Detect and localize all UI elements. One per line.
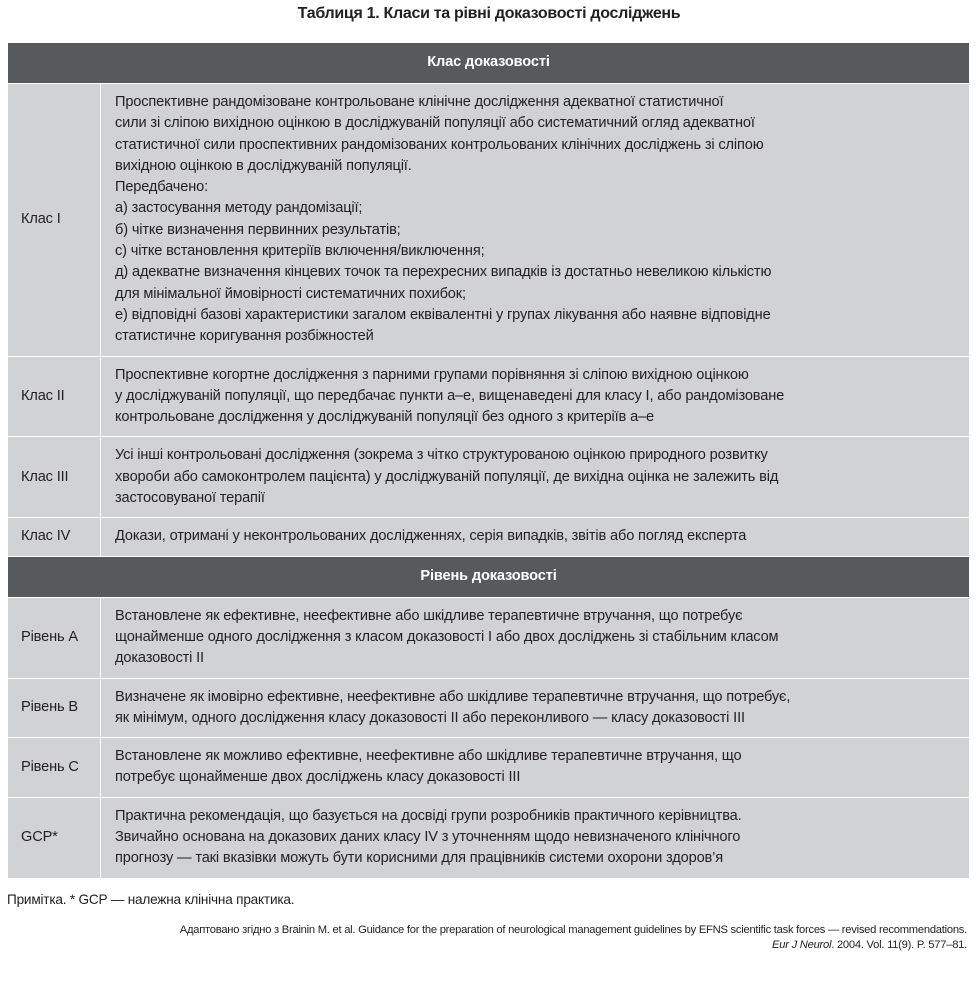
table-title: Таблиця 1. Класи та рівні доказовості досліджень: [297, 5, 681, 22]
description-line: статистичної сили проспективних рандомізованих контрольованих клінічних досліджень зі сліпою: [115, 136, 764, 153]
table-row: [8, 356, 970, 437]
description-line: Встановлене як можливо ефективне, неефективне або шкідливе терапевтичне втручання, що: [115, 748, 742, 765]
description-line: для мінімальної ймовірності систематичних похибок;: [115, 285, 466, 302]
row-description: [101, 678, 970, 738]
row-label: Рівень A: [8, 597, 101, 678]
description-line: а) застосування методу рандомізації;: [115, 200, 363, 217]
description-line: контрольоване дослідження у досліджуваній популяції без одного з критеріїв а–е: [115, 409, 654, 426]
description-line: вихідною оцінкою в досліджуваній популяції.: [115, 157, 412, 174]
section-header: Рівень доказовості: [8, 556, 970, 597]
section-header: Клас доказовості: [8, 43, 970, 84]
description-line: е) відповідні базові характеристики загалом еквівалентні у групах лікування або наявне відповідне: [115, 306, 771, 323]
source-citation: [7, 923, 967, 954]
description-line: д) адекватне визначення кінцевих точок та перехресних випадків із достатньо невеликою кількістю: [115, 264, 772, 281]
section-header-row: [8, 43, 970, 84]
description-line: хвороби або самоконтролем пацієнта) у досліджуваній популяції, де вихідна оцінка не залежить від: [115, 468, 779, 485]
row-description: [101, 518, 970, 556]
evidence-table: [7, 42, 970, 879]
description-line: статистичне коригування розбіжностей: [115, 328, 374, 345]
row-label: Клас I: [8, 84, 101, 357]
table-row: [8, 738, 970, 798]
row-description: [101, 356, 970, 437]
row-label: Рівень C: [8, 738, 101, 798]
description-line: Звичайно основана на доказових даних класу IV з уточненням щодо невизначеного клінічного: [115, 829, 741, 846]
table-row: [8, 437, 970, 518]
row-label: Рівень B: [8, 678, 101, 738]
row-description: [101, 738, 970, 798]
description-line: Проспективне когортне дослідження з парними групами порівняння зі сліпою вихідною оцінкою: [115, 366, 749, 383]
table-row: [8, 678, 970, 738]
row-label: GCP*: [8, 797, 101, 878]
footnote: Примітка. * GCP — належна клінічна практика.: [7, 891, 295, 907]
description-line: б) чітке визначення первинних результатів;: [115, 221, 401, 238]
source-journal: Eur J Neurol: [772, 939, 832, 952]
row-description: [101, 84, 970, 357]
description-line: прогнозу — такі вказівки можуть бути корисними для працівників системи охорони здоров’я: [115, 850, 723, 867]
row-description: [101, 597, 970, 678]
row-label: Клас II: [8, 356, 101, 437]
description-line: Встановлене як ефективне, неефективне або шкідливе терапевтичне втручання, що потребує: [115, 607, 743, 624]
description-line: застосовуваної терапії: [115, 490, 265, 507]
table-wrapper: [7, 42, 969, 954]
table-row: [8, 797, 970, 878]
description-line: Усі інші контрольовані дослідження (зокрема з чітко структурованою оцінкою природного розвитку: [115, 447, 768, 464]
description-line: як мінімум, одного дослідження класу доказовості II або переконливого — класу доказовості III: [115, 709, 745, 726]
description-line: Передбачено:: [115, 179, 209, 196]
description-line: Визначене як імовірно ефективне, неефективне або шкідливе терапевтичне втручання, що потребує,: [115, 688, 791, 705]
description-line: Проспективне рандомізоване контрольоване клінічне дослідження адекватної статистичної: [115, 94, 724, 110]
row-label: Клас III: [8, 437, 101, 518]
description-line: доказовості II: [115, 650, 204, 667]
table-row: [8, 597, 970, 678]
description-line: щонайменше одного дослідження з класом доказовості I або двох досліджень зі стабільним класом: [115, 628, 779, 645]
section-header-row: [8, 556, 970, 597]
table-row: [8, 84, 970, 357]
description-line: Докази, отримані у неконтрольованих дослідженнях, серія випадків, звітів або погляд експерта: [115, 528, 747, 545]
table-row: [8, 518, 970, 556]
description-line: с) чітке встановлення критеріїв включення/виключення;: [115, 243, 485, 260]
description-line: у досліджуваній популяції, що передбачає пункти а–е, вищенаведені для класу I, або рандомізоване: [115, 387, 785, 404]
source-details: . 2004. Vol. 11(9). P. 577–81.: [831, 939, 967, 952]
description-line: Практична рекомендація, що базується на досвіді групи розробників практичного керівництва.: [115, 807, 742, 824]
description-line: потребує щонайменше двох досліджень класу доказовості III: [115, 769, 521, 786]
description-line: сили зі сліпою вихідною оцінкою в досліджуваній популяції або систематичний огляд адекватної: [115, 115, 755, 132]
source-line-2: [7, 938, 967, 954]
source-line-1: Адаптовано згідно з Brainin M. et al. Guidance for the preparation of neurological management guidelines by EFNS scientific task forces — revised recommendations.: [179, 923, 967, 936]
row-description: [101, 797, 970, 878]
row-label: Клас IV: [8, 518, 101, 556]
row-description: [101, 437, 970, 518]
